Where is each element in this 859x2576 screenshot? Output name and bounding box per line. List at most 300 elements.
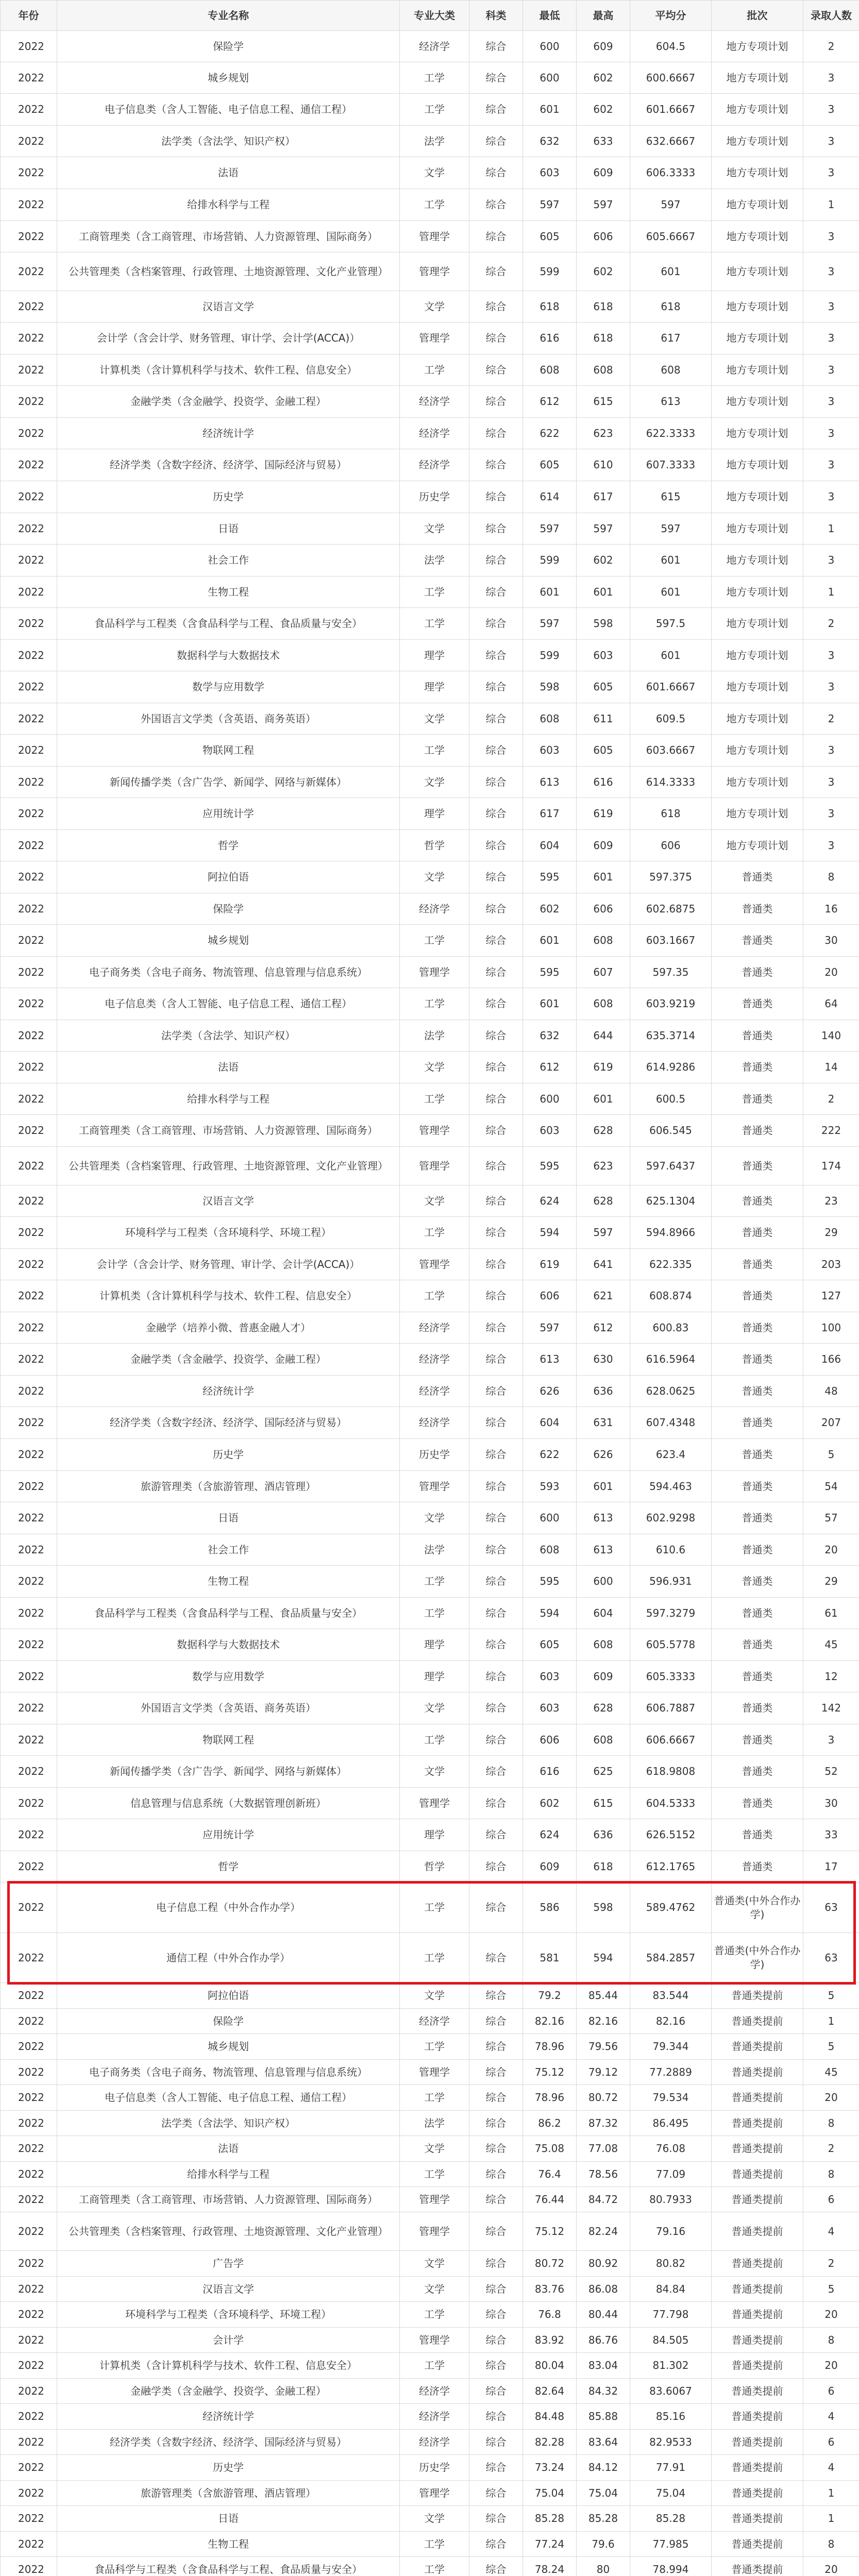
cell-batch: 普通类 — [712, 1629, 803, 1661]
cell-year: 2022 — [1, 830, 57, 861]
cell-batch: 普通类 — [712, 1439, 803, 1471]
cell-min-score: 599 — [523, 252, 577, 291]
cell-batch: 普通类 — [712, 1534, 803, 1566]
cell-major-name: 通信工程（中外合作办学） — [57, 1933, 400, 1983]
cell-max-score: 618 — [577, 1851, 630, 1883]
cell-major-category: 工学 — [400, 2302, 469, 2328]
cell-min-score: 594 — [523, 1217, 577, 1249]
cell-min-score: 612 — [523, 1052, 577, 1083]
table-row — [1, 2481, 859, 2506]
cell-max-score: 641 — [577, 1249, 630, 1280]
cell-batch: 普通类提前 — [712, 2251, 803, 2277]
cell-major-name: 电子信息类（含人工智能、电子信息工程、通信工程） — [57, 94, 400, 126]
cell-avg-score: 601 — [630, 577, 712, 608]
cell-major-category: 工学 — [400, 1280, 469, 1312]
cell-major-name: 新闻传播学类（含广告学、新闻学、网络与新媒体） — [57, 767, 400, 798]
cell-major-name: 经济统计学 — [57, 2404, 400, 2430]
cell-max-score: 597 — [577, 189, 630, 221]
cell-min-score: 75.08 — [523, 2136, 577, 2162]
cell-subject-type: 综合 — [469, 798, 523, 830]
cell-batch: 地方专项计划 — [712, 830, 803, 861]
cell-major-category: 管理学 — [400, 957, 469, 988]
table-row — [1, 1083, 859, 1115]
cell-avg-score: 597.5 — [630, 608, 712, 640]
cell-major-category: 工学 — [400, 2034, 469, 2060]
cell-min-score: 80.72 — [523, 2251, 577, 2277]
cell-year: 2022 — [1, 703, 57, 735]
cell-admitted-count: 3 — [803, 323, 859, 354]
cell-admitted-count: 166 — [803, 1344, 859, 1376]
cell-subject-type: 综合 — [469, 1502, 523, 1534]
cell-batch: 普通类 — [712, 1052, 803, 1083]
cell-major-category: 文学 — [400, 2251, 469, 2277]
cell-batch: 地方专项计划 — [712, 798, 803, 830]
cell-avg-score: 75.04 — [630, 2481, 712, 2506]
cell-major-category: 经济学 — [400, 449, 469, 481]
cell-major-category: 工学 — [400, 2532, 469, 2557]
cell-max-score: 86.76 — [577, 2328, 630, 2353]
cell-year: 2022 — [1, 513, 57, 545]
cell-admitted-count: 57 — [803, 1502, 859, 1534]
table-row — [1, 2506, 859, 2532]
cell-min-score: 78.96 — [523, 2034, 577, 2060]
cell-avg-score: 614.3333 — [630, 767, 712, 798]
table-row — [1, 2009, 859, 2034]
cell-max-score: 644 — [577, 1020, 630, 1052]
cell-major-name: 经济统计学 — [57, 1376, 400, 1407]
cell-major-category: 管理学 — [400, 2481, 469, 2506]
cell-major-category: 文学 — [400, 2506, 469, 2532]
cell-batch: 普通类 — [712, 1598, 803, 1629]
cell-batch: 普通类 — [712, 1083, 803, 1115]
cell-major-name: 公共管理类（含档案管理、行政管理、土地资源管理、文化产业管理） — [57, 2212, 400, 2251]
cell-max-score: 618 — [577, 291, 630, 323]
cell-major-category: 历史学 — [400, 1439, 469, 1471]
header-batch: 批次 — [712, 1, 803, 31]
cell-min-score: 600 — [523, 1502, 577, 1534]
cell-major-name: 电子信息工程（中外合作办学） — [57, 1883, 400, 1933]
table-body — [1, 31, 859, 2576]
cell-admitted-count: 4 — [803, 2404, 859, 2430]
cell-year: 2022 — [1, 418, 57, 449]
cell-major-category: 工学 — [400, 354, 469, 386]
cell-major-name: 数学与应用数学 — [57, 671, 400, 703]
cell-min-score: 76.8 — [523, 2302, 577, 2328]
cell-max-score: 630 — [577, 1344, 630, 1376]
cell-batch: 普通类提前 — [712, 2085, 803, 2111]
cell-max-score: 75.04 — [577, 2481, 630, 2506]
cell-batch: 普通类提前 — [712, 2162, 803, 2187]
cell-max-score: 621 — [577, 1280, 630, 1312]
cell-year: 2022 — [1, 291, 57, 323]
cell-max-score: 85.88 — [577, 2404, 630, 2430]
cell-major-name: 城乡规划 — [57, 2034, 400, 2060]
cell-max-score: 607 — [577, 957, 630, 988]
cell-batch: 普通类提前 — [712, 2379, 803, 2404]
header-major-category: 专业大类 — [400, 1, 469, 31]
cell-subject-type: 综合 — [469, 1376, 523, 1407]
cell-max-score: 83.64 — [577, 2430, 630, 2455]
cell-max-score: 619 — [577, 1052, 630, 1083]
cell-admitted-count: 20 — [803, 957, 859, 988]
cell-major-category: 工学 — [400, 1217, 469, 1249]
cell-batch: 普通类 — [712, 1851, 803, 1883]
header-year: 年份 — [1, 1, 57, 31]
table-row — [1, 2136, 859, 2162]
cell-major-category: 工学 — [400, 94, 469, 126]
cell-max-score: 597 — [577, 513, 630, 545]
cell-subject-type: 综合 — [469, 608, 523, 640]
cell-min-score: 83.76 — [523, 2277, 577, 2302]
cell-major-name: 保险学 — [57, 2009, 400, 2034]
cell-min-score: 594 — [523, 1598, 577, 1629]
cell-batch: 普通类提前 — [712, 2557, 803, 2576]
cell-subject-type: 综合 — [469, 1052, 523, 1083]
cell-year: 2022 — [1, 1407, 57, 1439]
cell-min-score: 599 — [523, 640, 577, 671]
cell-major-name: 旅游管理类（含旅游管理、酒店管理） — [57, 1471, 400, 1502]
cell-min-score: 604 — [523, 830, 577, 861]
cell-admitted-count: 127 — [803, 1280, 859, 1312]
cell-subject-type: 综合 — [469, 861, 523, 893]
cell-avg-score: 84.84 — [630, 2277, 712, 2302]
cell-subject-type: 综合 — [469, 94, 523, 126]
cell-max-score: 613 — [577, 1502, 630, 1534]
cell-admitted-count: 45 — [803, 1629, 859, 1661]
cell-major-name: 社会工作 — [57, 1534, 400, 1566]
cell-admitted-count: 8 — [803, 861, 859, 893]
cell-avg-score: 594.8966 — [630, 1217, 712, 1249]
cell-min-score: 612 — [523, 386, 577, 418]
table-row — [1, 2302, 859, 2328]
cell-batch: 普通类提前 — [712, 2404, 803, 2430]
cell-max-score: 602 — [577, 62, 630, 94]
cell-admitted-count: 2 — [803, 1083, 859, 1115]
cell-avg-score: 596.931 — [630, 1566, 712, 1598]
cell-year: 2022 — [1, 861, 57, 893]
cell-max-score: 84.32 — [577, 2379, 630, 2404]
cell-max-score: 84.72 — [577, 2187, 630, 2212]
cell-year: 2022 — [1, 2481, 57, 2506]
cell-year: 2022 — [1, 1249, 57, 1280]
header-subject-type: 科类 — [469, 1, 523, 31]
header-avg-score: 平均分 — [630, 1, 712, 31]
cell-admitted-count: 17 — [803, 1851, 859, 1883]
cell-avg-score: 78.994 — [630, 2557, 712, 2576]
cell-max-score: 631 — [577, 1407, 630, 1439]
cell-max-score: 615 — [577, 386, 630, 418]
cell-admitted-count: 3 — [803, 126, 859, 157]
cell-major-name: 信息管理与信息系统（大数据管理创新班） — [57, 1788, 400, 1819]
cell-min-score: 613 — [523, 1344, 577, 1376]
cell-admitted-count: 3 — [803, 221, 859, 252]
cell-max-score: 80.72 — [577, 2085, 630, 2111]
cell-year: 2022 — [1, 221, 57, 252]
cell-major-category: 工学 — [400, 1566, 469, 1598]
table-row — [1, 735, 859, 767]
cell-admitted-count: 16 — [803, 893, 859, 925]
cell-max-score: 609 — [577, 830, 630, 861]
cell-year: 2022 — [1, 2404, 57, 2430]
cell-min-score: 75.12 — [523, 2060, 577, 2085]
cell-batch: 地方专项计划 — [712, 189, 803, 221]
cell-subject-type: 综合 — [469, 703, 523, 735]
cell-major-category: 法学 — [400, 2111, 469, 2136]
cell-batch: 普通类 — [712, 1344, 803, 1376]
cell-year: 2022 — [1, 1566, 57, 1598]
cell-avg-score: 606.6667 — [630, 1724, 712, 1756]
cell-year: 2022 — [1, 1083, 57, 1115]
cell-batch: 地方专项计划 — [712, 94, 803, 126]
cell-year: 2022 — [1, 1502, 57, 1534]
cell-avg-score: 607.3333 — [630, 449, 712, 481]
cell-avg-score: 618 — [630, 291, 712, 323]
cell-subject-type: 综合 — [469, 767, 523, 798]
cell-max-score: 613 — [577, 1534, 630, 1566]
cell-major-category: 哲学 — [400, 1851, 469, 1883]
cell-major-name: 新闻传播学类（含广告学、新闻学、网络与新媒体） — [57, 1756, 400, 1788]
cell-min-score: 618 — [523, 291, 577, 323]
cell-avg-score: 84.505 — [630, 2328, 712, 2353]
cell-max-score: 623 — [577, 1147, 630, 1185]
cell-year: 2022 — [1, 1052, 57, 1083]
cell-avg-score: 77.91 — [630, 2455, 712, 2481]
cell-batch: 普通类提前 — [712, 2034, 803, 2060]
cell-major-name: 电子商务类（含电子商务、物流管理、信息管理与信息系统） — [57, 2060, 400, 2085]
cell-avg-score: 623.4 — [630, 1439, 712, 1471]
cell-subject-type: 综合 — [469, 1280, 523, 1312]
table-row — [1, 1020, 859, 1052]
cell-subject-type: 综合 — [469, 1851, 523, 1883]
cell-min-score: 622 — [523, 418, 577, 449]
cell-avg-score: 81.302 — [630, 2353, 712, 2379]
cell-year: 2022 — [1, 1115, 57, 1147]
cell-major-name: 外国语言文学类（含英语、商务英语） — [57, 703, 400, 735]
cell-major-name: 电子商务类（含电子商务、物流管理、信息管理与信息系统） — [57, 957, 400, 988]
cell-major-category: 理学 — [400, 1629, 469, 1661]
cell-batch: 地方专项计划 — [712, 481, 803, 513]
cell-admitted-count: 3 — [803, 735, 859, 767]
cell-avg-score: 618 — [630, 798, 712, 830]
cell-min-score: 82.16 — [523, 2009, 577, 2034]
cell-avg-score: 77.09 — [630, 2162, 712, 2187]
cell-avg-score: 85.28 — [630, 2506, 712, 2532]
cell-subject-type: 综合 — [469, 1692, 523, 1724]
cell-admitted-count: 20 — [803, 2557, 859, 2576]
cell-year: 2022 — [1, 2009, 57, 2034]
cell-avg-score: 622.335 — [630, 1249, 712, 1280]
table-row — [1, 798, 859, 830]
cell-max-score: 602 — [577, 545, 630, 577]
cell-avg-score: 600.6667 — [630, 62, 712, 94]
cell-avg-score: 597 — [630, 189, 712, 221]
cell-max-score: 79.56 — [577, 2034, 630, 2060]
table-row — [1, 2404, 859, 2430]
cell-admitted-count: 3 — [803, 1724, 859, 1756]
cell-avg-score: 600.83 — [630, 1312, 712, 1344]
cell-batch: 普通类提前 — [712, 2481, 803, 2506]
cell-min-score: 603 — [523, 1661, 577, 1692]
cell-admitted-count: 4 — [803, 2455, 859, 2481]
table-row — [1, 861, 859, 893]
cell-min-score: 613 — [523, 767, 577, 798]
table-row — [1, 221, 859, 252]
cell-max-score: 628 — [577, 1185, 630, 1217]
cell-avg-score: 605.3333 — [630, 1661, 712, 1692]
cell-min-score: 598 — [523, 671, 577, 703]
cell-year: 2022 — [1, 1217, 57, 1249]
cell-major-name: 旅游管理类（含旅游管理、酒店管理） — [57, 2481, 400, 2506]
cell-major-name: 社会工作 — [57, 545, 400, 577]
table-row — [1, 2455, 859, 2481]
cell-min-score: 595 — [523, 1566, 577, 1598]
cell-major-category: 经济学 — [400, 1312, 469, 1344]
table-row — [1, 2328, 859, 2353]
cell-major-category: 工学 — [400, 1883, 469, 1933]
cell-avg-score: 632.6667 — [630, 126, 712, 157]
cell-major-name: 会计学 — [57, 2328, 400, 2353]
cell-subject-type: 综合 — [469, 577, 523, 608]
cell-year: 2022 — [1, 957, 57, 988]
cell-major-category: 文学 — [400, 1692, 469, 1724]
cell-major-category: 管理学 — [400, 1147, 469, 1185]
cell-batch: 普通类 — [712, 1788, 803, 1819]
table-row — [1, 1983, 859, 2009]
cell-major-name: 给排水科学与工程 — [57, 189, 400, 221]
table-row — [1, 1217, 859, 1249]
table-row — [1, 513, 859, 545]
cell-admitted-count: 8 — [803, 2111, 859, 2136]
table-row — [1, 1249, 859, 1280]
cell-admitted-count: 3 — [803, 157, 859, 189]
table-row — [1, 2085, 859, 2111]
table-row — [1, 988, 859, 1020]
cell-admitted-count: 3 — [803, 798, 859, 830]
cell-min-score: 597 — [523, 608, 577, 640]
cell-subject-type: 综合 — [469, 893, 523, 925]
cell-min-score: 605 — [523, 449, 577, 481]
table-row — [1, 957, 859, 988]
cell-avg-score: 616.5964 — [630, 1344, 712, 1376]
table-row — [1, 1502, 859, 1534]
table-row — [1, 291, 859, 323]
cell-admitted-count: 20 — [803, 2353, 859, 2379]
table-row — [1, 1147, 859, 1185]
cell-year: 2022 — [1, 2111, 57, 2136]
cell-avg-score: 601 — [630, 252, 712, 291]
cell-subject-type: 综合 — [469, 1883, 523, 1933]
cell-avg-score: 603.6667 — [630, 735, 712, 767]
cell-avg-score: 606.545 — [630, 1115, 712, 1147]
cell-batch: 普通类 — [712, 1819, 803, 1851]
table-row — [1, 1280, 859, 1312]
cell-major-name: 给排水科学与工程 — [57, 2162, 400, 2187]
cell-batch: 普通类 — [712, 1249, 803, 1280]
table-row — [1, 2111, 859, 2136]
cell-major-name: 汉语言文学 — [57, 2277, 400, 2302]
cell-major-category: 文学 — [400, 1185, 469, 1217]
cell-avg-score: 603.9219 — [630, 988, 712, 1020]
cell-major-name: 物联网工程 — [57, 735, 400, 767]
cell-avg-score: 614.9286 — [630, 1052, 712, 1083]
cell-admitted-count: 23 — [803, 1185, 859, 1217]
cell-avg-score: 76.08 — [630, 2136, 712, 2162]
cell-admitted-count: 140 — [803, 1020, 859, 1052]
cell-max-score: 615 — [577, 1788, 630, 1819]
table-row — [1, 1598, 859, 1629]
cell-avg-score: 615 — [630, 481, 712, 513]
cell-major-category: 工学 — [400, 1598, 469, 1629]
cell-admitted-count: 3 — [803, 94, 859, 126]
cell-subject-type: 综合 — [469, 1020, 523, 1052]
cell-major-name: 法语 — [57, 157, 400, 189]
cell-avg-score: 628.0625 — [630, 1376, 712, 1407]
cell-admitted-count: 64 — [803, 988, 859, 1020]
cell-year: 2022 — [1, 2187, 57, 2212]
cell-batch: 普通类提前 — [712, 2277, 803, 2302]
cell-major-name: 电子信息类（含人工智能、电子信息工程、通信工程） — [57, 988, 400, 1020]
header-max-score: 最高 — [577, 1, 630, 31]
cell-major-category: 工学 — [400, 1724, 469, 1756]
cell-subject-type: 综合 — [469, 1933, 523, 1983]
table-row — [1, 94, 859, 126]
cell-batch: 普通类 — [712, 893, 803, 925]
cell-admitted-count: 2 — [803, 31, 859, 62]
cell-batch: 地方专项计划 — [712, 157, 803, 189]
cell-admitted-count: 1 — [803, 2481, 859, 2506]
cell-max-score: 598 — [577, 1883, 630, 1933]
cell-min-score: 624 — [523, 1819, 577, 1851]
cell-subject-type: 综合 — [469, 1661, 523, 1692]
cell-min-score: 616 — [523, 1756, 577, 1788]
cell-subject-type: 综合 — [469, 1217, 523, 1249]
cell-avg-score: 626.5152 — [630, 1819, 712, 1851]
cell-major-category: 工学 — [400, 2162, 469, 2187]
cell-batch: 普通类提前 — [712, 2060, 803, 2085]
cell-subject-type: 综合 — [469, 62, 523, 94]
table-row — [1, 418, 859, 449]
cell-batch: 普通类 — [712, 1280, 803, 1312]
cell-admitted-count: 3 — [803, 830, 859, 861]
cell-batch: 地方专项计划 — [712, 126, 803, 157]
cell-admitted-count: 48 — [803, 1376, 859, 1407]
cell-major-category: 管理学 — [400, 252, 469, 291]
cell-max-score: 625 — [577, 1756, 630, 1788]
cell-admitted-count: 14 — [803, 1052, 859, 1083]
cell-min-score: 586 — [523, 1883, 577, 1933]
cell-avg-score: 597.375 — [630, 861, 712, 893]
cell-year: 2022 — [1, 1147, 57, 1185]
table-row — [1, 2251, 859, 2277]
table-row — [1, 126, 859, 157]
cell-major-category: 管理学 — [400, 1471, 469, 1502]
cell-year: 2022 — [1, 1280, 57, 1312]
cell-major-category: 法学 — [400, 545, 469, 577]
cell-batch: 地方专项计划 — [712, 323, 803, 354]
cell-subject-type: 综合 — [469, 2404, 523, 2430]
cell-major-name: 汉语言文学 — [57, 1185, 400, 1217]
cell-year: 2022 — [1, 2328, 57, 2353]
cell-batch: 普通类提前 — [712, 2302, 803, 2328]
cell-subject-type: 综合 — [469, 221, 523, 252]
cell-max-score: 605 — [577, 735, 630, 767]
cell-max-score: 606 — [577, 893, 630, 925]
cell-year: 2022 — [1, 323, 57, 354]
cell-major-name: 生物工程 — [57, 577, 400, 608]
cell-major-name: 金融学（培养小微、普惠金融人才） — [57, 1312, 400, 1344]
cell-batch: 普通类提前 — [712, 2212, 803, 2251]
cell-major-name: 广告学 — [57, 2251, 400, 2277]
